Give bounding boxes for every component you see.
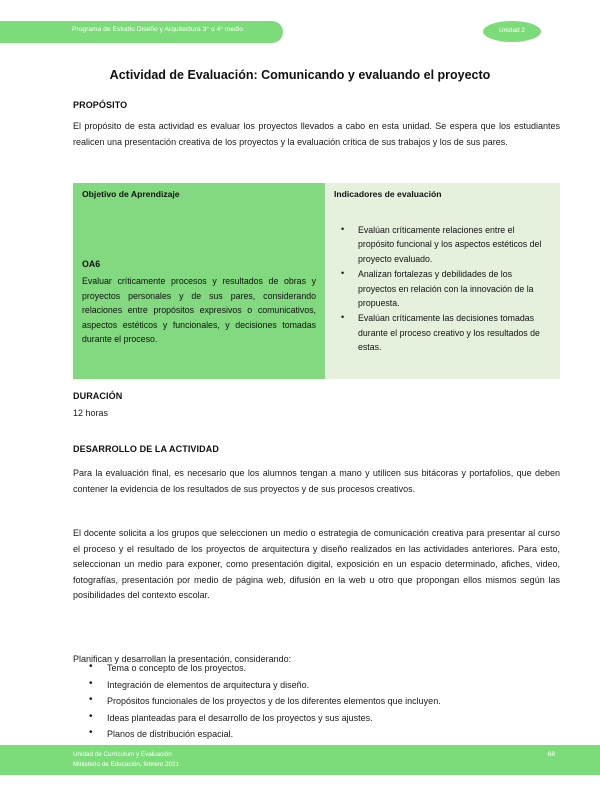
oa-code: OA6 — [82, 259, 101, 269]
footer-line-1: Unidad de Currículum y Evaluación — [73, 751, 172, 758]
footer-line-2: Ministerio de Educación, febrero 2021 — [73, 761, 180, 768]
section-heading-duration: DURACIÓN — [73, 391, 123, 401]
list-item: • Tema o concepto de los proyectos. — [73, 660, 553, 677]
development-list-intro: Planifican y desarrollan la presentación, considerando: — [73, 654, 292, 664]
development-paragraph-1: Para la evaluación final, es necesario que los alumnos tengan a mano y utilicen sus bitácoras y portafolios, que deben contener la evidencia de los resultados de sus proyectos y de sus procesos creativos. — [73, 468, 560, 494]
list-item: • Ideas planteadas para el desarrollo de los proyectos y sus ajustes. — [73, 710, 553, 727]
table-header-objective: Objetivo de Aprendizaje — [82, 189, 180, 199]
development-paragraph-2: El docente solicita a los grupos que seleccionen un medio o estrategia de comunicación creativa para presentar al curso el proceso y el resultado de los proyectos de arquitectura y diseño realizados en las actividades anteriores. Para esto, seleccionan un medio para exponer, como presentación digital, exposición en un espacio determinado, afiches, video, fotografías, presentación por medio de página web, difusión en la web u otro que propongan ellos mismos según las posibilidades del contexto escolar. — [73, 528, 560, 600]
section-heading-development: DESARROLLO DE LA ACTIVIDAD — [73, 444, 219, 454]
indicator-list — [335, 223, 547, 356]
list-item: • Integración de elementos de arquitectura y diseño. — [73, 677, 553, 694]
table-cell-indicators — [325, 183, 560, 379]
table-cell-objective — [73, 183, 325, 379]
list-item: • Planos de distribución espacial. — [73, 726, 553, 743]
header-band-label: Programa de Estudio Diseño y Arquitectura 3° o 4° medio — [72, 26, 244, 33]
planning-list — [73, 660, 553, 743]
table-header-indicators: Indicadores de evaluación — [334, 189, 442, 199]
unit-badge-label: Unidad 2 — [498, 27, 526, 34]
purpose-paragraph: El propósito de esta actividad es evaluar los proyectos llevados a cabo en esta unidad. Se espera que los estudiantes realicen una presentación creativa de los proyectos y la evaluación crítica de sus trabajos y los de sus pares. — [73, 121, 560, 147]
list-item: • Evalúan críticamente relaciones entre el propósito funcional y los aspectos estéticos del proyecto evaluado. — [335, 223, 547, 266]
page-number: 68 — [547, 751, 555, 758]
page-title: Actividad de Evaluación: Comunicando y evaluando el proyecto — [109, 68, 491, 82]
list-item: • Evalúan críticamente las decisiones tomadas durante el proceso creativo y los resultados de estas. — [335, 311, 547, 354]
objective-indicators-table — [73, 183, 560, 379]
duration-value: 12 horas — [73, 408, 109, 418]
footer-band — [0, 745, 600, 775]
section-heading-purpose: PROPÓSITO — [73, 100, 128, 110]
oa-description: Evaluar críticamente procesos y resultados de obras y proyectos personales y de sus pares, considerando relaciones entre propósitos expresivos o comunicativos, aspectos estéticos y funcionales, y decisiones tomadas durante el proceso. — [82, 276, 316, 344]
list-item: • Analizan fortalezas y debilidades de los proyectos en relación con la innovación de la propuesta. — [335, 267, 547, 310]
list-item: • Propósitos funcionales de los proyectos y de los diferentes elementos que incluyen. — [73, 693, 553, 710]
